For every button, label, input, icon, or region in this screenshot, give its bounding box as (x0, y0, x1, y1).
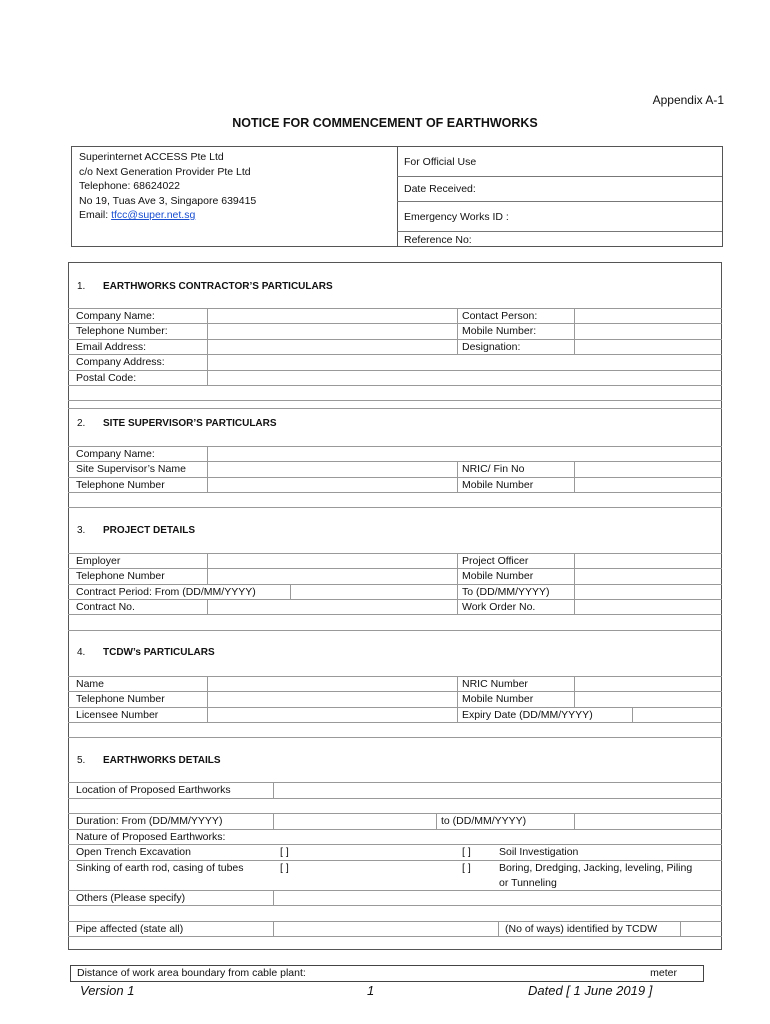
s2-supervisor-name-label: Site Supervisor’s Name (76, 463, 186, 475)
s4-licensee-label: Licensee Number (76, 709, 159, 721)
section-2-heading (77, 418, 277, 429)
section-number: 4. (77, 647, 86, 658)
s4-name-label: Name (76, 678, 105, 690)
distance-label: Distance of work area boundary from cable plant: (77, 967, 306, 979)
email-line (79, 208, 256, 223)
s1-contact-person-label: Contact Person: (462, 310, 538, 322)
section-title: PROJECT DETAILS (103, 525, 196, 536)
s3-period-to-label: To (DD/MM/YYYY) (462, 586, 550, 598)
co-line: c/o Next Generation Provider Pte Ltd (79, 165, 251, 178)
s5-ways-label: (No of ways) identified by TCDW (505, 923, 658, 935)
dated-label: Dated [ 1 June 2019 ] (528, 983, 653, 998)
s1-company-address-label: Company Address: (76, 356, 165, 368)
section-title: SITE SUPERVISOR’S PARTICULARS (103, 418, 277, 429)
reference-no-field[interactable]: Reference No: (404, 233, 472, 246)
section-title: EARTHWORKS CONTRACTOR’S PARTICULARS (103, 281, 333, 292)
soil-investigation-checkbox[interactable]: [ ] (462, 846, 471, 858)
section-number: 5. (77, 755, 86, 766)
s3-employer-label: Employer (76, 555, 121, 567)
s4-mobile-label: Mobile Number (462, 693, 534, 705)
distance-field[interactable] (70, 965, 704, 982)
s4-nric-label: NRIC Number (462, 678, 528, 690)
section-title: EARTHWORKS DETAILS (103, 755, 221, 766)
sender-address (79, 150, 256, 223)
section-5-heading (77, 755, 221, 766)
s1-mobile-label: Mobile Number: (462, 325, 537, 337)
version-label: Version 1 (80, 983, 135, 998)
section-number: 1. (77, 281, 86, 292)
s3-mobile-label: Mobile Number (462, 570, 534, 582)
s1-designation-label: Designation: (462, 341, 521, 353)
section-number: 2. (77, 418, 86, 429)
s5-duration-from-label: Duration: From (DD/MM/YYYY) (76, 815, 223, 827)
company-line: Superinternet ACCESS Pte Ltd (79, 151, 224, 163)
s5-boring-label-2: or Tunneling (499, 877, 557, 889)
s5-nature-label: Nature of Proposed Earthworks: (76, 831, 226, 843)
open-trench-checkbox[interactable]: [ ] (280, 846, 289, 858)
s3-contract-no-label: Contract No. (76, 601, 135, 613)
boring-checkbox[interactable]: [ ] (462, 862, 471, 874)
section-3-heading (77, 525, 195, 536)
emergency-id-field[interactable]: Emergency Works ID : (397, 202, 722, 232)
s2-nric-label: NRIC/ Fin No (462, 463, 525, 475)
email-label: Email: (79, 209, 112, 221)
email-link[interactable]: tfcc@super.net.sg (111, 209, 196, 221)
s3-telephone-label: Telephone Number (76, 570, 165, 582)
s2-telephone-label: Telephone Number (76, 479, 165, 491)
s1-postal-code-label: Postal Code: (76, 372, 137, 384)
s5-pipe-label: Pipe affected (state all) (76, 923, 184, 935)
s1-email-label: Email Address: (76, 341, 147, 353)
page-number: 1 (367, 983, 375, 998)
page-title: NOTICE FOR COMMENCEMENT OF EARTHWORKS (232, 116, 538, 130)
s2-company-name-label: Company Name: (76, 448, 155, 460)
appendix-label: Appendix A-1 (652, 93, 724, 107)
s5-location-label: Location of Proposed Earthworks (76, 784, 231, 796)
s3-project-officer-label: Project Officer (462, 555, 529, 567)
section-number: 3. (77, 525, 86, 536)
s3-period-from-label: Contract Period: From (DD/MM/YYYY) (76, 586, 256, 598)
header-box (71, 146, 723, 247)
s5-open-trench-label: Open Trench Excavation (76, 846, 191, 858)
s3-work-order-label: Work Order No. (462, 601, 536, 613)
s4-expiry-label: Expiry Date (DD/MM/YYYY) (462, 709, 593, 721)
s5-duration-to-label: to (DD/MM/YYYY) (441, 815, 527, 827)
address-line: No 19, Tuas Ave 3, Singapore 639415 (79, 194, 257, 207)
s5-others-label: Others (Please specify) (76, 892, 186, 904)
section-4-heading (77, 647, 215, 658)
section-title: TCDW’s PARTICULARS (103, 647, 215, 658)
s1-company-name-label: Company Name: (76, 310, 155, 322)
s5-sinking-label: Sinking of earth rod, casing of tubes (76, 862, 244, 874)
sinking-checkbox[interactable]: [ ] (280, 862, 289, 874)
telephone-line: Telephone: 68624022 (79, 180, 181, 192)
s4-telephone-label: Telephone Number (76, 693, 165, 705)
official-use-label: For Official Use (397, 147, 722, 177)
meter-unit: meter (650, 967, 677, 979)
s5-boring-label-1: Boring, Dredging, Jacking, leveling, Piling (499, 862, 693, 874)
section-1-heading (77, 281, 333, 292)
s5-soil-label: Soil Investigation (499, 846, 579, 858)
s1-telephone-label: Telephone Number: (76, 325, 168, 337)
date-received-field[interactable]: Date Received: (397, 177, 722, 202)
s2-mobile-label: Mobile Number (462, 479, 534, 491)
